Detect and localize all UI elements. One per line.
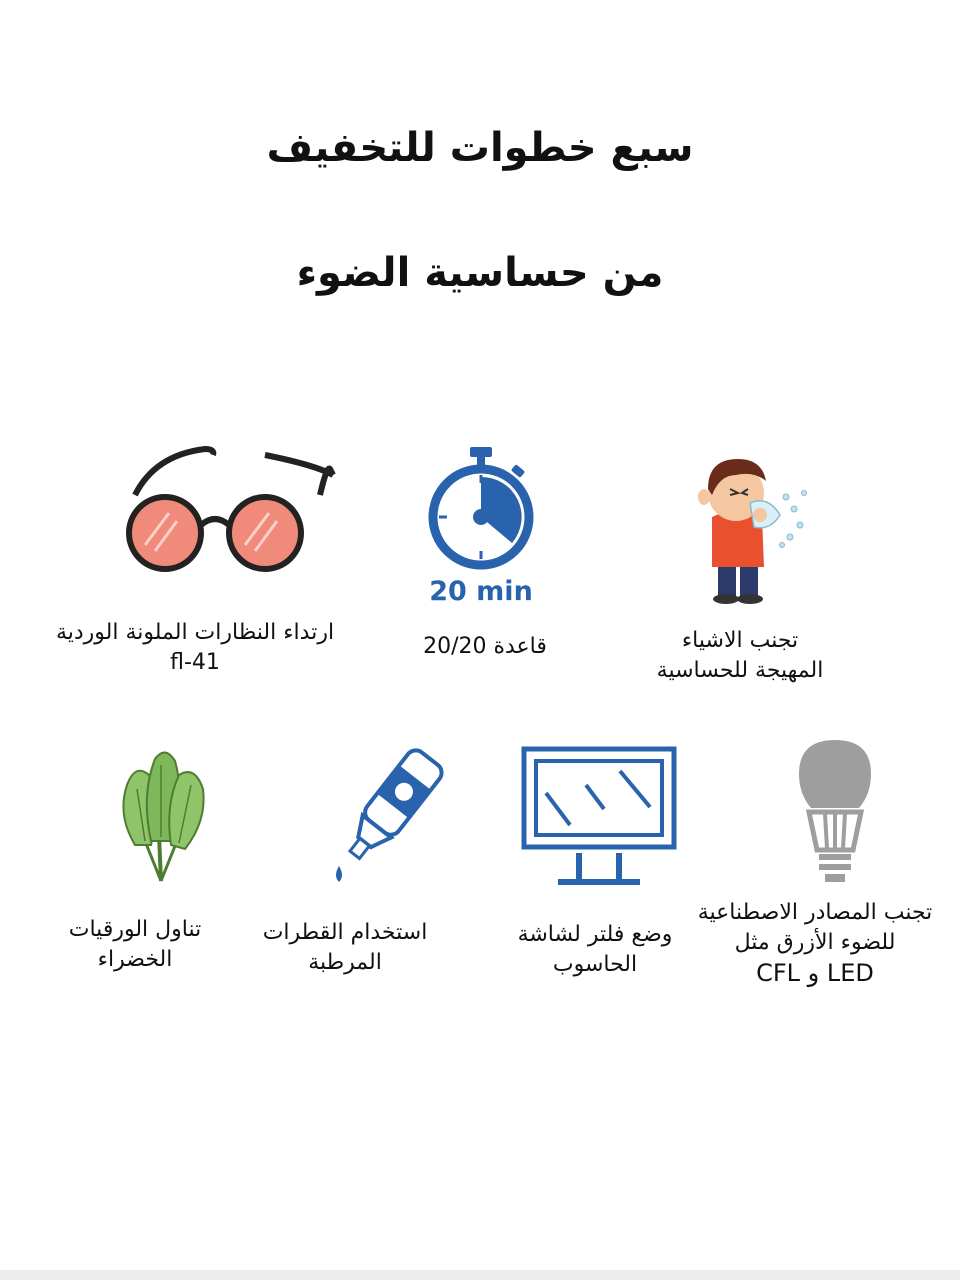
leafy-greens-icon <box>115 745 210 885</box>
caption-line: وضع فلتر لشاشة <box>517 922 673 947</box>
eye-drops-icon <box>325 740 455 890</box>
caption-line: قاعدة 20/20 <box>423 634 547 659</box>
pink-glasses-icon <box>115 445 340 575</box>
step-caption-avoid-blue-light <box>670 898 960 988</box>
stopwatch-label: 20 min <box>429 576 533 605</box>
step-caption-avoid-irritants <box>620 626 860 686</box>
computer-monitor-icon <box>520 745 680 887</box>
step-caption-eye-drops <box>240 918 450 978</box>
caption-line: fl-41 <box>170 650 220 675</box>
bottom-edge-strip <box>0 1270 960 1280</box>
step-caption-20-20-rule <box>370 632 600 662</box>
caption-line: الحاسوب <box>552 952 638 977</box>
caption-line: تجنب المصادر الاصطناعية <box>697 900 933 925</box>
light-bulb-icon <box>795 738 875 888</box>
caption-line: LED و CFL <box>756 959 874 987</box>
sneezing-boy-icon <box>690 445 815 605</box>
caption-line: للضوء الأزرق مثل <box>734 930 896 955</box>
caption-line: المهيجة للحساسية <box>656 658 824 683</box>
caption-line: ارتداء النظارات الملونة الوردية <box>55 620 335 645</box>
page-subtitle: من حساسية الضوء <box>296 250 664 296</box>
stopwatch-icon <box>420 445 540 605</box>
caption-line: تجنب الاشياء <box>681 628 799 653</box>
caption-line: المرطبة <box>308 950 382 975</box>
caption-line: الخضراء <box>97 947 173 972</box>
caption-line: استخدام القطرات <box>262 920 428 945</box>
caption-line: تناول الورقيات <box>68 917 202 942</box>
step-caption-leafy-greens <box>35 915 235 975</box>
step-caption-pink-glasses <box>30 618 360 678</box>
step-caption-screen-filter <box>480 920 710 980</box>
page-title: سبع خطوات للتخفيف <box>266 125 694 171</box>
